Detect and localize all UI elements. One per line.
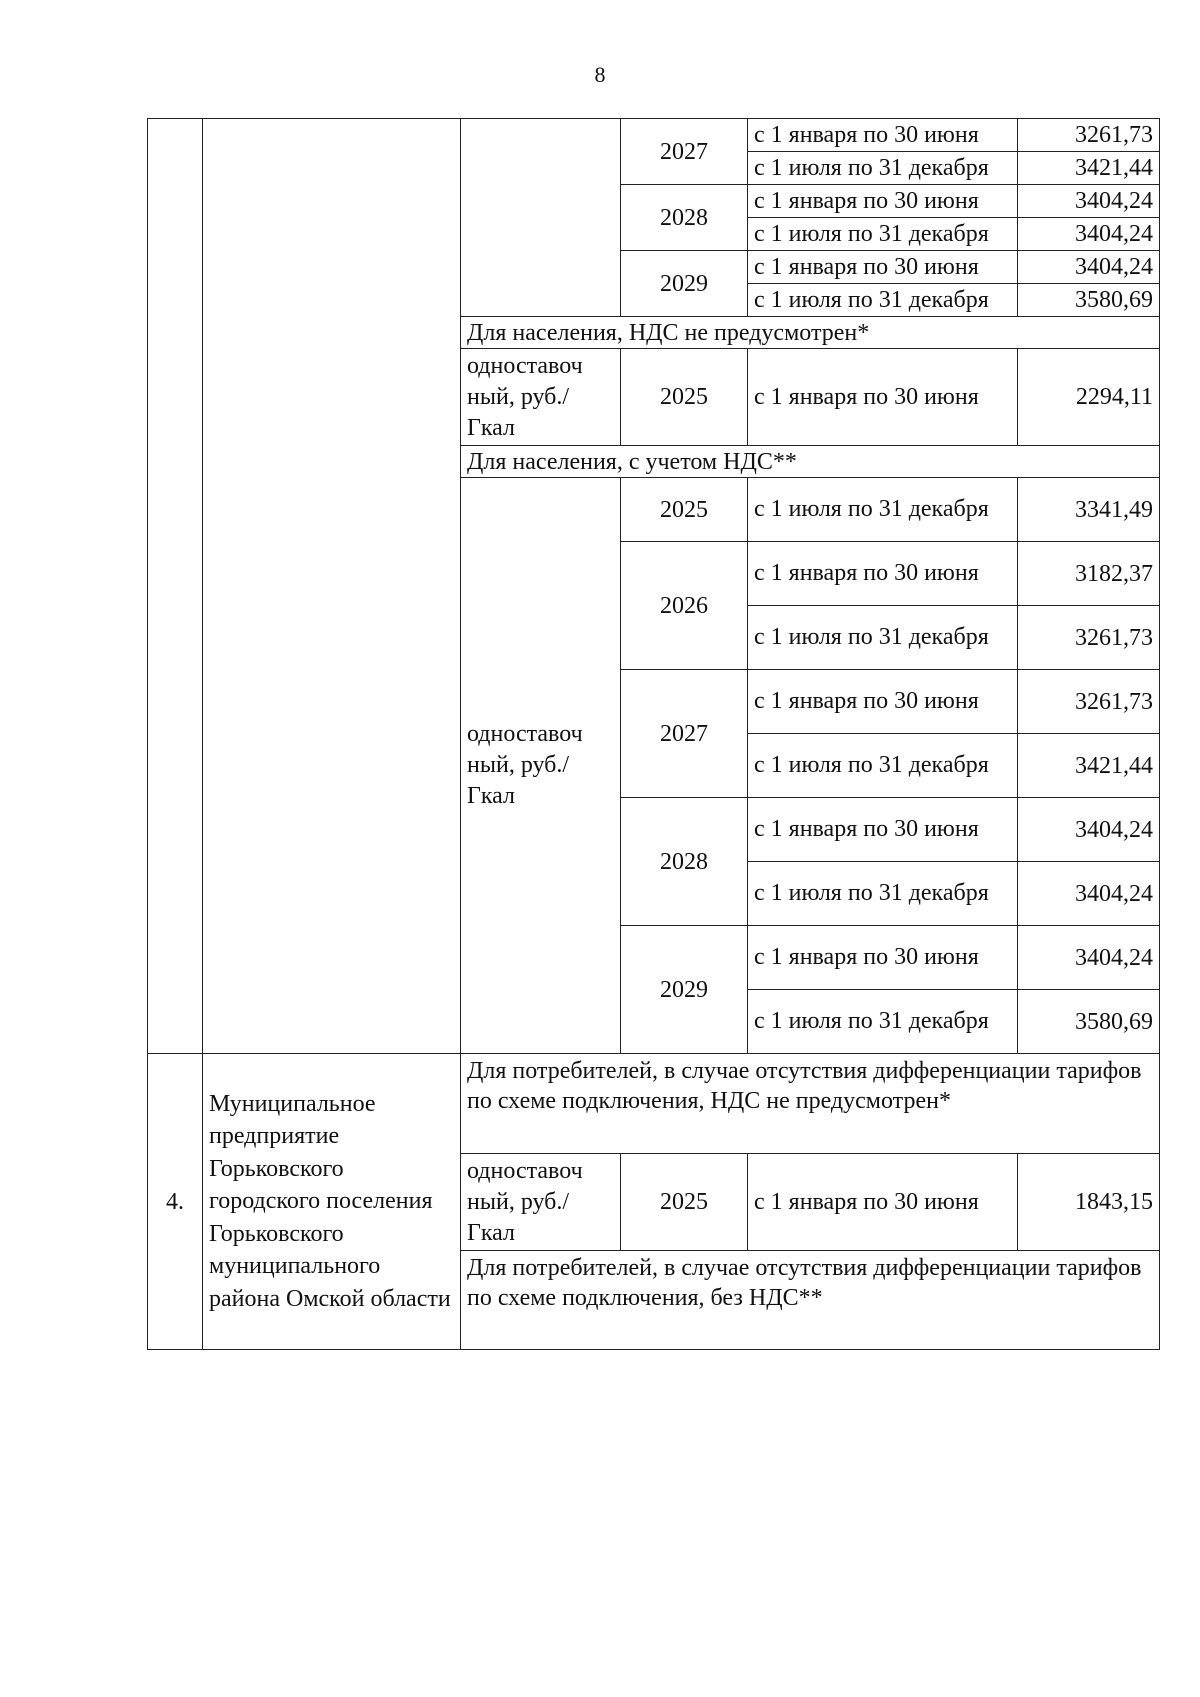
year-cell: 2025 — [621, 478, 748, 542]
period-cell: с 1 января по 30 июня — [748, 251, 1018, 284]
price-cell: 3404,24 — [1018, 862, 1160, 926]
period-cell: с 1 января по 30 июня — [748, 542, 1018, 606]
year-cell: 2029 — [621, 251, 748, 317]
price-cell: 3182,37 — [1018, 542, 1160, 606]
price-cell: 3580,69 — [1018, 990, 1160, 1054]
category-heading: Для потребителей, в случае отсутствия дифференциации тарифов по схеме подключения, НДС не предусмотрен* — [461, 1054, 1160, 1154]
price-cell: 3421,44 — [1018, 734, 1160, 798]
period-cell: с 1 июля по 31 декабря — [748, 734, 1018, 798]
period-cell: с 1 января по 30 июня — [748, 349, 1018, 446]
period-cell: с 1 июля по 31 декабря — [748, 152, 1018, 185]
price-cell: 3404,24 — [1018, 251, 1160, 284]
price-cell: 3261,73 — [1018, 119, 1160, 152]
period-cell: с 1 июля по 31 декабря — [748, 218, 1018, 251]
number-cell-empty — [148, 119, 203, 1054]
period-cell: с 1 января по 30 июня — [748, 119, 1018, 152]
rate-cell: одноставоч ный, руб./Гкал — [461, 478, 621, 1054]
price-cell: 3261,73 — [1018, 606, 1160, 670]
year-cell: 2028 — [621, 185, 748, 251]
period-cell: с 1 июля по 31 декабря — [748, 606, 1018, 670]
period-cell: с 1 июля по 31 декабря — [748, 862, 1018, 926]
rate-cell: одноставоч ный, руб./Гкал — [461, 349, 621, 446]
period-cell: с 1 июля по 31 декабря — [748, 478, 1018, 542]
year-cell: 2025 — [621, 349, 748, 446]
price-cell: 3404,24 — [1018, 185, 1160, 218]
organization-name: Муниципальное предприятие Горьковского городского поселения Горьковского муниципального района Омской области — [203, 1054, 461, 1350]
year-cell: 2026 — [621, 542, 748, 670]
price-cell: 3404,24 — [1018, 218, 1160, 251]
price-cell: 1843,15 — [1018, 1154, 1160, 1251]
year-cell: 2027 — [621, 119, 748, 185]
period-cell: с 1 января по 30 июня — [748, 1154, 1018, 1251]
rate-cell-empty — [461, 119, 621, 317]
table-row — [148, 1054, 1160, 1154]
organization-cell-empty — [203, 119, 461, 1054]
period-cell: с 1 января по 30 июня — [748, 798, 1018, 862]
year-cell: 2027 — [621, 670, 748, 798]
price-cell: 3404,24 — [1018, 798, 1160, 862]
year-cell: 2025 — [621, 1154, 748, 1251]
period-cell: с 1 января по 30 июня — [748, 670, 1018, 734]
price-cell: 3580,69 — [1018, 284, 1160, 317]
year-cell: 2029 — [621, 926, 748, 1054]
rate-cell: одноставоч ный, руб./Гкал — [461, 1154, 621, 1251]
category-heading: Для населения, с учетом НДС** — [461, 446, 1160, 478]
category-heading: Для потребителей, в случае отсутствия дифференциации тарифов по схеме подключения, без НДС** — [461, 1251, 1160, 1350]
period-cell: с 1 июля по 31 декабря — [748, 284, 1018, 317]
table-row — [148, 119, 1160, 152]
year-cell: 2028 — [621, 798, 748, 926]
row-number: 4. — [148, 1054, 203, 1350]
period-cell: с 1 июля по 31 декабря — [748, 990, 1018, 1054]
price-cell: 3341,49 — [1018, 478, 1160, 542]
page-number: 8 — [594, 62, 606, 87]
price-cell: 2294,11 — [1018, 349, 1160, 446]
period-cell: с 1 января по 30 июня — [748, 926, 1018, 990]
category-heading: Для населения, НДС не предусмотрен* — [461, 317, 1160, 349]
price-cell: 3421,44 — [1018, 152, 1160, 185]
price-cell: 3404,24 — [1018, 926, 1160, 990]
price-cell: 3261,73 — [1018, 670, 1160, 734]
tariff-table — [147, 118, 1160, 1350]
period-cell: с 1 января по 30 июня — [748, 185, 1018, 218]
